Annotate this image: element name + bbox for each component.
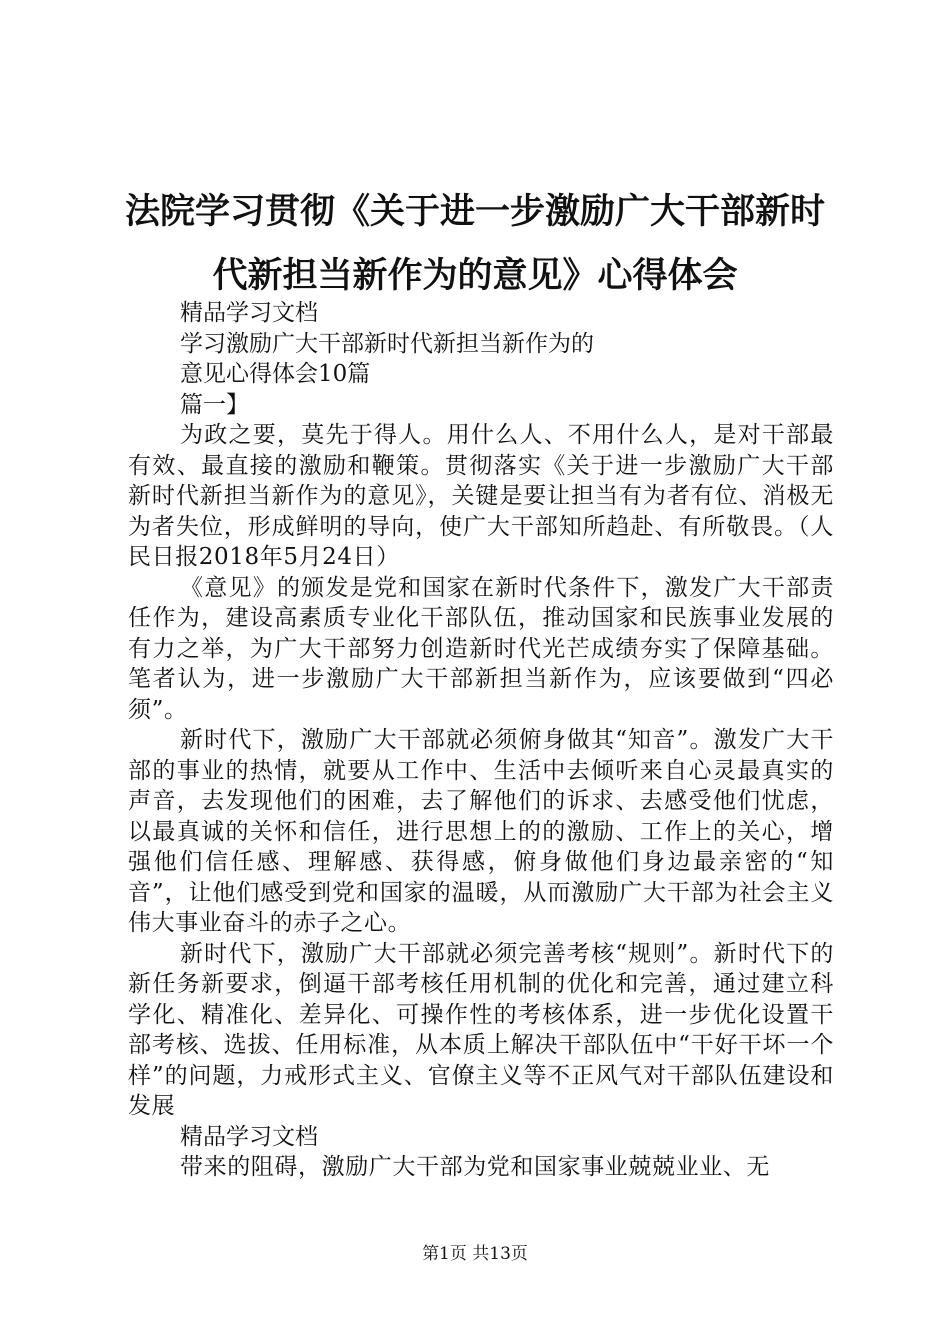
paragraph-2: 《意见》的颁发是党和国家在新时代条件下，激发广大干部责任作为，建设高素质专业化干部队伍，推动国家和民族事业发展的有力之举，为广大干部努力创造新时代光芒成绩夯实了保障基础。笔者认为，进一步激励广大干部新担当新作为，应该要做到“四必须”。 [128, 574, 834, 723]
header-line-section: 篇一】 [180, 391, 249, 418]
repeat-header-watermark: 精品学习文档 [180, 1123, 318, 1150]
paragraph-5: 带来的阻碍，激励广大干部为党和国家事业兢兢业业、无 [180, 1154, 770, 1180]
paragraph-3: 新时代下，激励广大干部就必须俯身做其“知音”。激发广大干部的事业的热情，就要从工作中、生活中去倾听来自心灵最真实的声音，去发现他们的困难，去了解他们的诉求、去感受他们忧虑，以最真诚的关怀和信任，进行思想上的的激励、工作上的关心，增强他们信任感、理解感、获得感，俯身做他们身边最亲密的“知音”，让他们感受到党和国家的温暖，从而激励广大干部为社会主义伟大事业奋斗的赤子之心。 [128, 727, 834, 936]
header-line-watermark: 精品学习文档 [180, 300, 318, 326]
document-title [100, 180, 850, 308]
paragraph-4: 新时代下，激励广大干部就必须完善考核“规则”。新时代下的新任务新要求，倒逼干部考核任用机制的优化和完善，通过建立科学化、精准化、差异化、可操作性的考核体系，进一步优化设置干部考核、选拔、任用标准，从本质上解决干部队伍中“干好干坏一个样”的问题，力戒形式主义、官僚主义等不正风气对干部队伍建设和发展 [128, 940, 834, 1119]
paragraph-1: 为政之要，莫先于得人。用什么人、不用什么人，是对干部最有效、最直接的激励和鞭策。贯彻落实《关于进一步激励广大干部新时代新担当新作为的意见》，关键是要让担当有为者有位、消极无为者失位，形成鲜明的导向，使广大干部知所趋赴、有所敬畏。（人民日报2018年5月24日） [128, 422, 834, 570]
header-line-subtitle-1: 学习激励广大干部新时代新担当新作为的 [180, 330, 594, 357]
title-line-1: 法院学习贯彻《关于进一步激励广大干部新时 [124, 191, 825, 232]
page-footer: 第1页 共13页 [422, 1244, 528, 1264]
document-body [128, 298, 834, 1183]
title-line-2: 代新担当新作为的意见》心得体会 [212, 255, 738, 296]
header-line-subtitle-2: 意见心得体会10篇 [180, 361, 371, 387]
